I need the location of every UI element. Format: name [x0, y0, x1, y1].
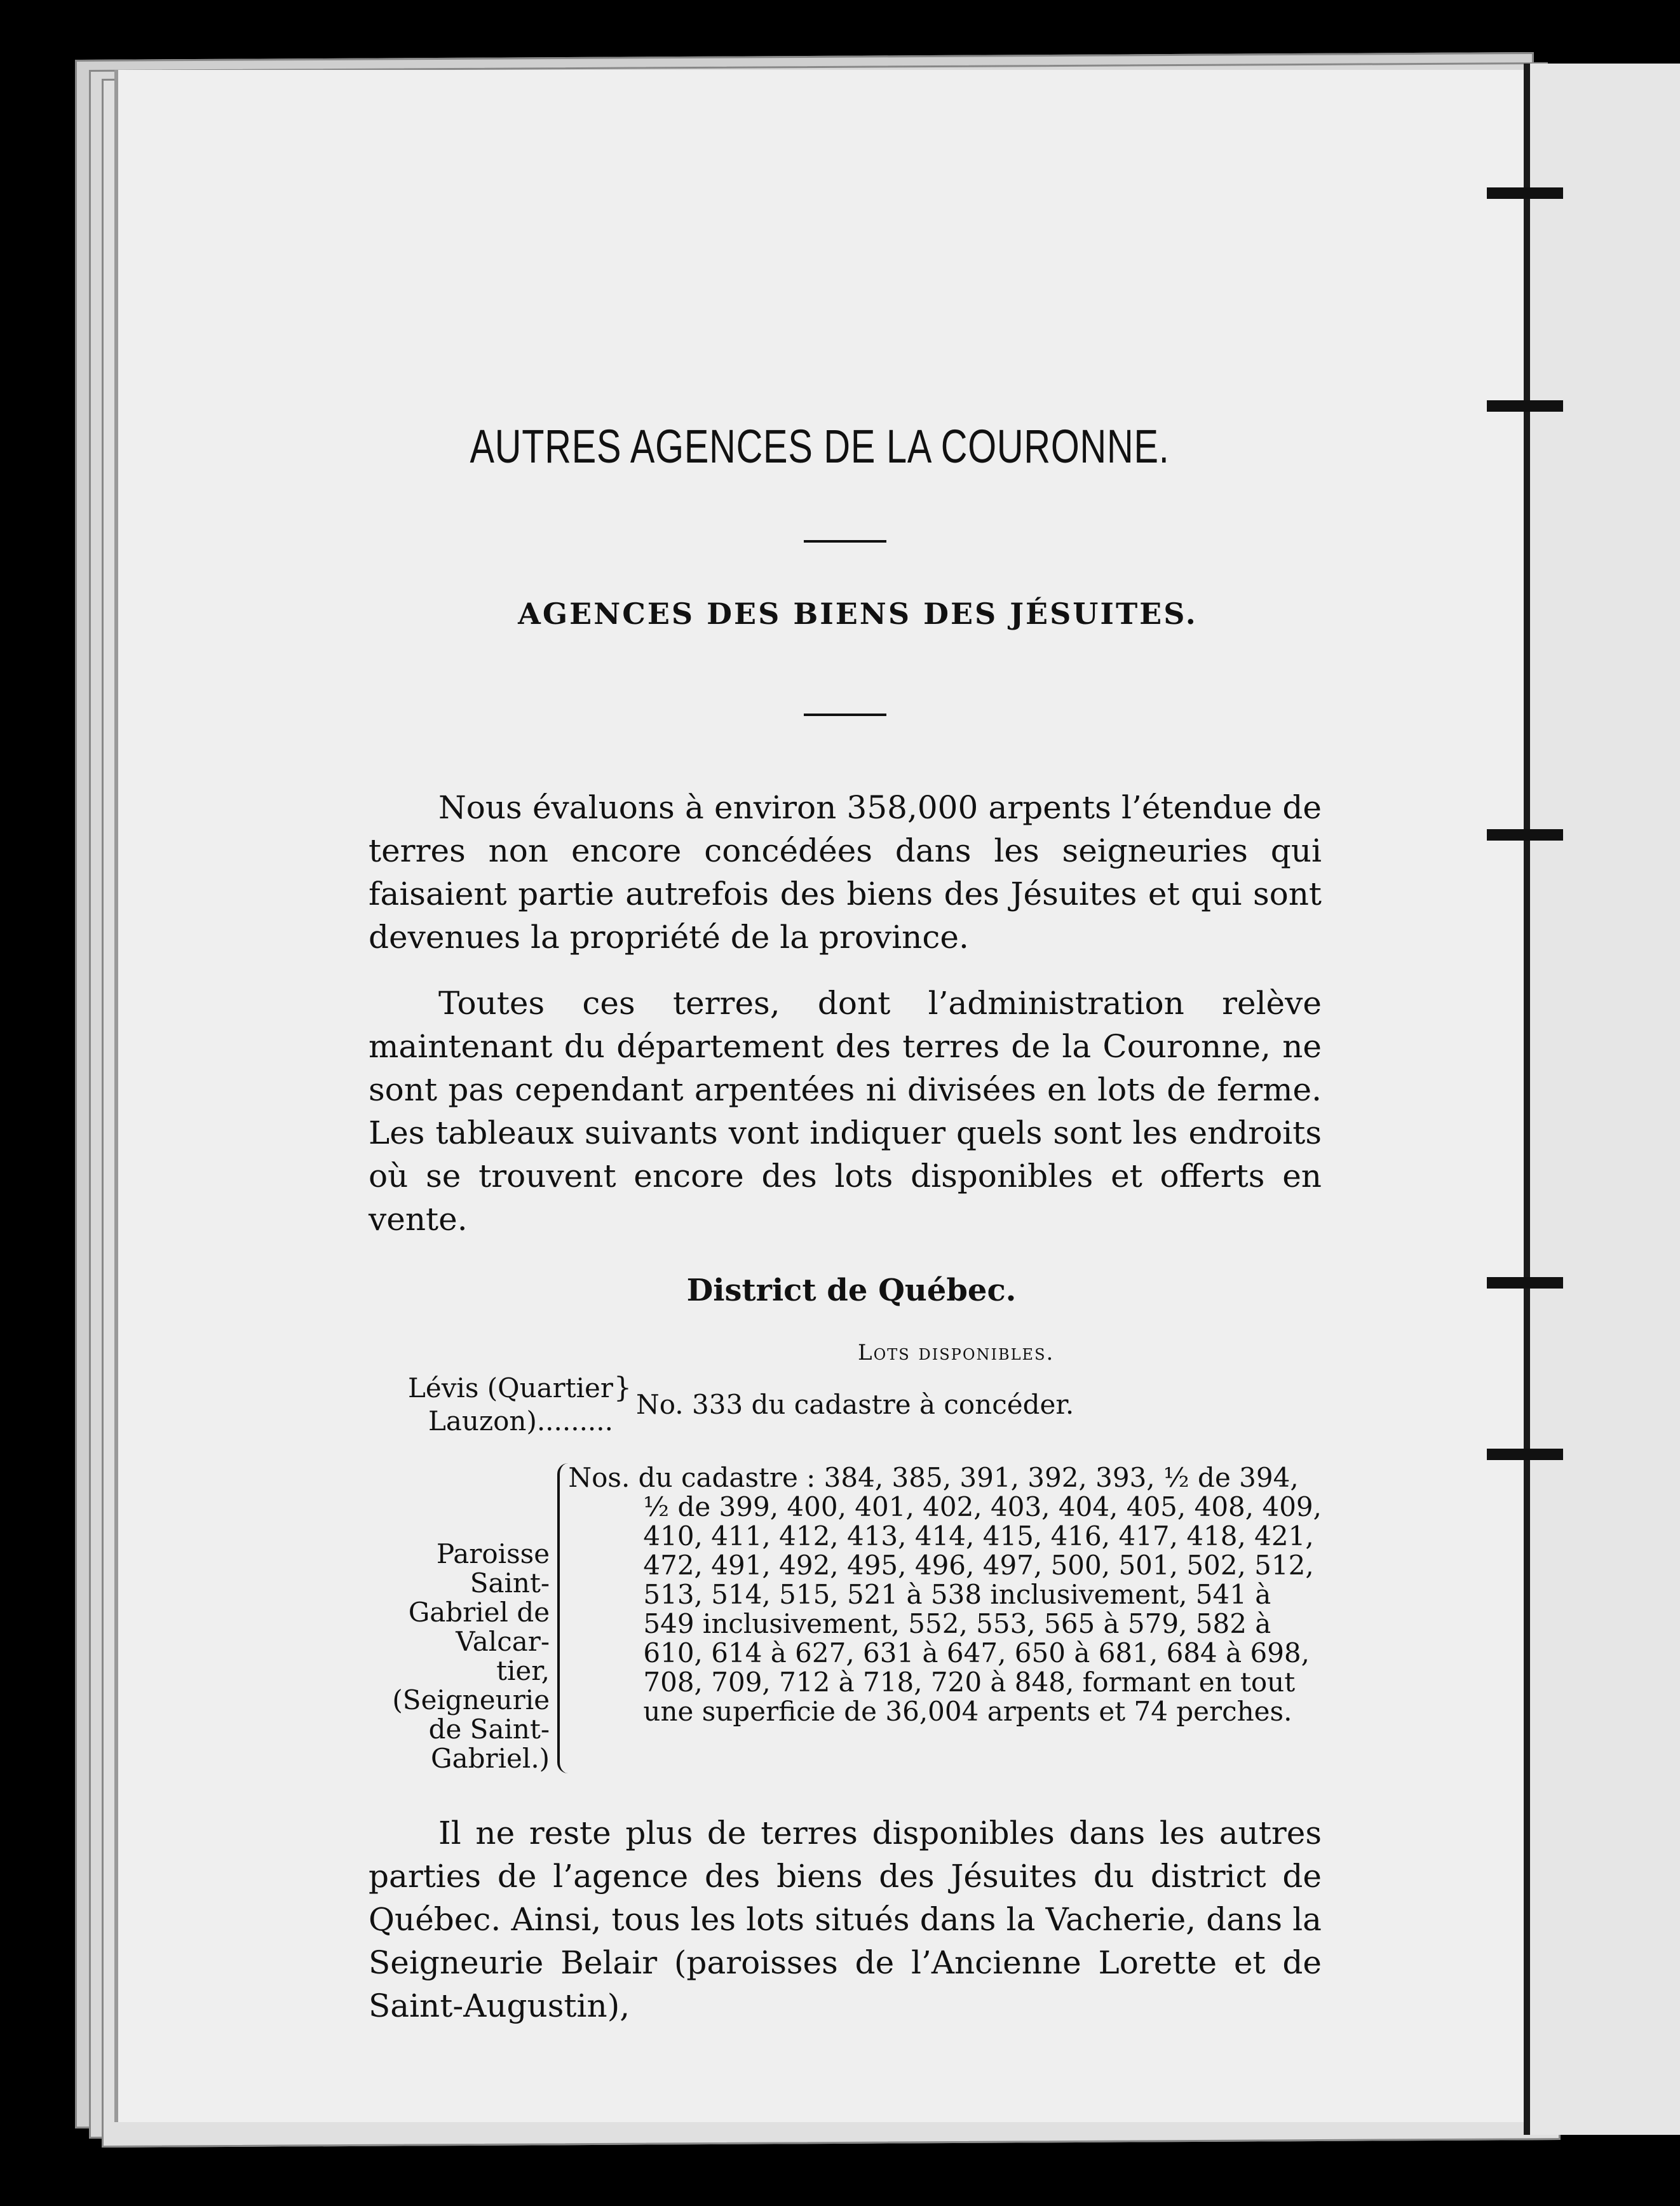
entry-label-line: de Saint-Gabriel.) — [428, 1714, 550, 1774]
detail-line: 610, 614 à 627, 631 à 647, 650 à 681, 684 à 698, — [643, 1637, 1310, 1668]
binding-stitch — [1487, 829, 1563, 841]
page-title: AUTRES AGENCES DE LA COURONNE. — [470, 420, 1170, 473]
entry-label-line: Lauzon)......... — [428, 1405, 613, 1437]
page-content — [369, 381, 1322, 2027]
detail-line: Nos. du cadastre : 384, 385, 391, 392, 393, ½ de 394, — [568, 1462, 1299, 1493]
entry-label-line: Paroisse Saint- — [436, 1538, 550, 1599]
entry-detail: No. 333 du cadastre à concéder. — [636, 1389, 1074, 1420]
lots-entry — [369, 1372, 1322, 1438]
detail-line: 513, 514, 515, 521 à 538 inclusivement, 541 à — [643, 1579, 1271, 1610]
entry-label-line: tier, (Seigneurie — [392, 1655, 550, 1715]
detail-line: 549 inclusivement, 552, 553, 565 à 579, 582 à — [643, 1608, 1271, 1639]
detail-line: 410, 411, 412, 413, 414, 415, 416, 417, 418, 421, — [643, 1520, 1314, 1552]
brace-symbol: } — [614, 1372, 632, 1404]
section-title: AGENCES DES BIENS DES JÉSUITES. — [518, 597, 1198, 631]
divider — [804, 714, 886, 716]
facing-page-edge — [1525, 64, 1680, 2135]
district-heading: District de Québec. — [686, 1273, 1017, 1308]
column-header: Lots disponibles. — [858, 1340, 1055, 1365]
binding-stitch — [1487, 1449, 1563, 1460]
binding-stitch — [1487, 1277, 1563, 1289]
paragraph: Il ne reste plus de terres disponibles dans les autres parties de l’agence des biens des Jésuites du district de Québec. Ainsi, tous les lots situés dans la Vacherie, dans la Seigneurie Belair (paroisses de l’Ancienne Lorette et de Saint-Augustin), — [369, 1815, 1322, 2024]
entry-label — [369, 1463, 550, 1773]
detail-line: une superficie de 36,004 arpents et 74 perches. — [643, 1696, 1292, 1727]
entry-label-line: Lévis (Quartier — [407, 1372, 613, 1404]
divider — [804, 540, 886, 543]
paragraph: Toutes ces terres, dont l’administration relève maintenant du département des terres de la Couronne, ne sont pas cependant arpentées ni divisées en lots de ferme. Les tableaux suivants vont indiquer quels sont les endroits où se trouvent encore des lots disponibles et offerts en vente. — [369, 985, 1322, 1238]
brace-symbol — [557, 1463, 568, 1773]
entry-label-line: Gabriel de Valcar- — [408, 1597, 550, 1657]
paragraph: Nous évaluons à environ 358,000 arpents l’étendue de terres non encore concédées dans les seigneuries qui faisaient partie autrefois des biens des Jésuites et qui sont devenues la propriété de la province. — [369, 789, 1322, 956]
book-spine — [1524, 64, 1530, 2135]
detail-line: 472, 491, 492, 495, 496, 497, 500, 501, 502, 512, — [643, 1550, 1314, 1581]
entry-label — [369, 1372, 613, 1438]
detail-line: 708, 709, 712 à 718, 720 à 848, formant en tout — [643, 1667, 1296, 1698]
entry-detail — [568, 1463, 1322, 1773]
binding-stitch — [1487, 400, 1563, 412]
binding-stitch — [1487, 187, 1563, 199]
detail-line: ½ de 399, 400, 401, 402, 403, 404, 405, 408, 409, — [643, 1491, 1322, 1522]
lots-entry — [369, 1463, 1322, 1773]
